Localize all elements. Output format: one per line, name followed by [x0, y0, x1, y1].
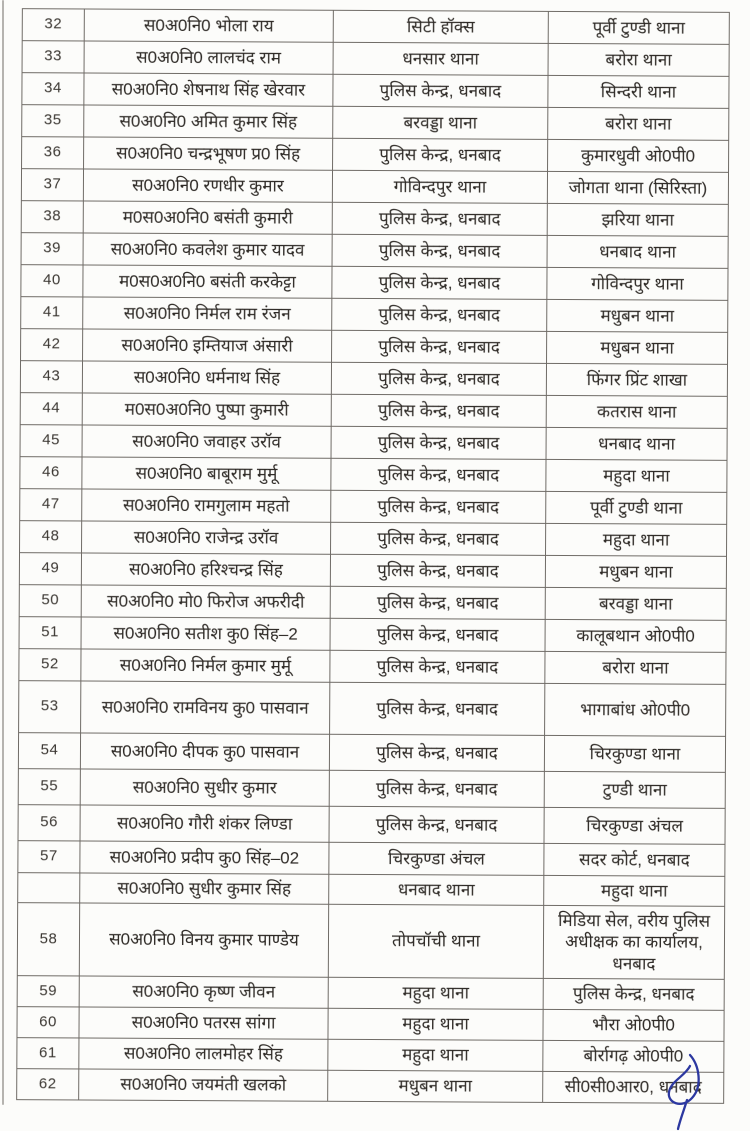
new-posting-cell: महुदा थाना	[546, 459, 727, 492]
current-posting-cell: तोपचॉची थाना	[328, 904, 543, 978]
current-posting-cell: गोविन्दपुर थाना	[332, 170, 547, 203]
transfer-table-body	[17, 9, 730, 1104]
serial-cell: 50	[19, 585, 81, 617]
name-cell: स0अ0नि0 भोला राय	[84, 9, 333, 42]
table-row	[20, 489, 727, 525]
name-cell: स0अ0नि0 चन्द्रभूषण प्र0 सिंह	[84, 137, 333, 170]
signature-stroke	[669, 1055, 699, 1129]
name-cell: म0स0अ0नि0 बसंती कुमारी	[83, 201, 332, 234]
serial-cell: 56	[18, 805, 80, 841]
new-posting-cell: कतरास थाना	[546, 395, 727, 428]
table-row	[21, 265, 728, 301]
serial-cell: 62	[17, 1069, 79, 1100]
serial-cell: 38	[21, 201, 83, 233]
current-posting-cell: पुलिस केन्द्र, धनबाद	[332, 298, 547, 331]
name-cell: स0अ0नि0 राजेन्द्र उरॉव	[82, 521, 331, 554]
table-row	[21, 329, 728, 365]
current-posting-cell: धनसार थाना	[333, 42, 548, 75]
table-row	[20, 457, 727, 493]
scan-edge-shadow	[2, 0, 4, 1105]
serial-cell: 61	[17, 1038, 79, 1069]
table-row	[17, 903, 724, 980]
current-posting-cell: पुलिस केन्द्र, धनबाद	[332, 234, 547, 267]
name-cell: स0अ0नि0 लालचंद राम	[84, 41, 333, 74]
current-posting-cell: पुलिस केन्द्र, धनबाद	[330, 682, 545, 735]
current-posting-cell: पुलिस केन्द्र, धनबाद	[331, 490, 546, 523]
new-posting-cell: सिन्दरी थाना	[548, 75, 729, 108]
name-cell: स0अ0नि0 इम्तियाज अंसारी	[83, 329, 332, 362]
new-posting-cell: फिंगर प्रिंट शाखा	[546, 363, 727, 396]
current-posting-cell: बरवड्डा थाना	[333, 106, 548, 139]
new-posting-cell: बरवड्डा थाना	[545, 587, 726, 620]
table-row	[17, 976, 724, 1011]
name-cell: स0अ0नि0 सुधीर कुमार सिंह	[80, 873, 329, 904]
table-row	[19, 617, 726, 653]
new-posting-cell: मिडिया सेल, वरीय पुलिस अधीक्षक का कार्यालय, धनबाद	[543, 905, 724, 979]
table-row	[17, 1007, 724, 1042]
new-posting-cell: बोर्रागढ़ ओ0पी0	[543, 1040, 724, 1072]
new-posting-cell: मधुबन थाना	[547, 299, 728, 332]
table-row	[21, 201, 728, 237]
current-posting-cell: पुलिस केन्द्र, धनबाद	[329, 734, 544, 771]
table-row	[21, 233, 728, 269]
table-row	[22, 73, 729, 109]
new-posting-cell: जोगता थाना (सिरिस्ता)	[547, 171, 728, 204]
current-posting-cell: महुदा थाना	[328, 1008, 543, 1040]
serial-cell: 37	[21, 169, 83, 201]
serial-cell: 44	[20, 393, 82, 425]
current-posting-cell: महुदा थाना	[328, 977, 543, 1009]
serial-cell: 52	[19, 649, 81, 681]
new-posting-cell: बरोरा थाना	[548, 43, 729, 76]
new-posting-cell: पूर्वी टुण्डी थाना	[546, 491, 727, 524]
new-posting-cell: गोविन्दपुर थाना	[547, 267, 728, 300]
name-cell: स0अ0नि0 जयमंती खलको	[79, 1069, 328, 1101]
name-cell: म0स0अ0नि0 पुष्पा कुमारी	[82, 393, 331, 426]
serial-cell: 57	[18, 841, 80, 873]
name-cell: स0अ0नि0 रामविनय कु0 पासवान	[81, 681, 330, 734]
serial-cell: 45	[20, 425, 82, 457]
current-posting-cell: पुलिस केन्द्र, धनबाद	[330, 650, 545, 683]
serial-cell: 35	[22, 105, 84, 137]
new-posting-cell: चिरकुण्डा अंचल	[544, 807, 725, 844]
name-cell: स0अ0नि0 कृष्ण जीवन	[79, 976, 328, 1008]
new-posting-cell: सी0सी0आर0, धनबाद	[543, 1071, 724, 1103]
serial-cell: 34	[22, 73, 84, 105]
new-posting-cell: चिरकुण्डा थाना	[544, 735, 725, 772]
current-posting-cell: पुलिस केन्द्र, धनबाद	[333, 138, 548, 171]
table-row	[19, 553, 726, 589]
new-posting-cell: महुदा थाना	[546, 523, 727, 556]
table-row	[20, 361, 727, 397]
table-row	[22, 41, 729, 77]
current-posting-cell: पुलिस केन्द्र, धनबाद	[331, 394, 546, 427]
table-row	[20, 521, 727, 557]
serial-cell: 46	[20, 457, 82, 489]
table-row	[17, 1069, 724, 1104]
serial-cell: 59	[17, 976, 79, 1007]
new-posting-cell: भौरा ओ0पी0	[543, 1009, 724, 1041]
new-posting-cell: पूर्वी टुण्डी थाना	[548, 11, 729, 44]
name-cell: स0अ0नि0 पतरस सांगा	[79, 1007, 328, 1039]
name-cell: स0अ0नि0 जवाहर उरॉव	[82, 425, 331, 458]
current-posting-cell: पुलिस केन्द्र, धनबाद	[330, 618, 545, 651]
table-row	[18, 769, 725, 809]
table-row	[18, 733, 725, 773]
serial-cell: 58	[17, 903, 79, 976]
new-posting-cell: धनबाद थाना	[546, 427, 727, 460]
current-posting-cell: पुलिस केन्द्र, धनबाद	[329, 806, 544, 843]
current-posting-cell: मधुबन थाना	[328, 1070, 543, 1102]
table-row	[19, 585, 726, 621]
serial-cell: 32	[22, 9, 84, 41]
name-cell: स0अ0नि0 निर्मल राम रंजन	[83, 297, 332, 330]
table-row	[18, 873, 725, 907]
table-row	[19, 681, 726, 737]
table-row	[20, 425, 727, 461]
table-row	[18, 805, 725, 845]
name-cell: स0अ0नि0 निर्मल कुमार मुर्मू	[81, 649, 330, 682]
name-cell: स0अ0नि0 दीपक कु0 पासवान	[80, 733, 329, 770]
name-cell: स0अ0नि0 सुधीर कुमार	[80, 769, 329, 806]
current-posting-cell: पुलिस केन्द्र, धनबाद	[332, 330, 547, 363]
new-posting-cell: भागाबांध ओ0पी0	[545, 683, 726, 736]
current-posting-cell: पुलिस केन्द्र, धनबाद	[330, 586, 545, 619]
current-posting-cell: पुलिस केन्द्र, धनबाद	[333, 74, 548, 107]
serial-cell: 55	[18, 769, 80, 805]
serial-cell: 41	[21, 297, 83, 329]
name-cell: स0अ0नि0 धर्मनाथ सिंह	[82, 361, 331, 394]
serial-cell: 48	[20, 521, 82, 553]
name-cell: स0अ0नि0 लालमोहर सिंह	[79, 1038, 328, 1070]
current-posting-cell: पुलिस केन्द्र, धनबाद	[331, 426, 546, 459]
name-cell: स0अ0नि0 विनय कुमार पाण्डेय	[79, 903, 328, 977]
current-posting-cell: पुलिस केन्द्र, धनबाद	[332, 266, 547, 299]
name-cell: स0अ0नि0 बाबूराम मुर्मू	[82, 457, 331, 490]
new-posting-cell: बरोरा थाना	[548, 107, 729, 140]
table-row	[18, 841, 725, 877]
current-posting-cell: पुलिस केन्द्र, धनबाद	[329, 770, 544, 807]
serial-cell: 40	[21, 265, 83, 297]
name-cell: स0अ0नि0 शेषनाथ सिंह खेरवार	[84, 73, 333, 106]
table-row	[20, 393, 727, 429]
current-posting-cell: पुलिस केन्द्र, धनबाद	[331, 458, 546, 491]
new-posting-cell: धनबाद थाना	[547, 235, 728, 268]
serial-cell: 43	[20, 361, 82, 393]
name-cell: स0अ0नि0 रणधीर कुमार	[83, 169, 332, 202]
name-cell: स0अ0नि0 अमित कुमार सिंह	[84, 105, 333, 138]
current-posting-cell: महुदा थाना	[328, 1039, 543, 1071]
current-posting-cell: सिटी हॉक्स	[333, 10, 548, 43]
new-posting-cell: कालूबथान ओ0पी0	[545, 619, 726, 652]
current-posting-cell: पुलिस केन्द्र, धनबाद	[331, 362, 546, 395]
name-cell: स0अ0नि0 हरिश्चन्द्र सिंह	[81, 553, 330, 586]
new-posting-cell: टुण्डी थाना	[544, 771, 725, 808]
current-posting-cell: धनबाद थाना	[329, 874, 544, 905]
new-posting-cell: मधुबन थाना	[545, 555, 726, 588]
table-row	[21, 169, 728, 205]
table-row	[22, 9, 729, 45]
serial-cell: 36	[22, 137, 84, 169]
table-row	[17, 1038, 724, 1073]
serial-cell: 47	[20, 489, 82, 521]
new-posting-cell: बरोरा थाना	[545, 651, 726, 684]
table-row	[19, 649, 726, 685]
name-cell: स0अ0नि0 सतीश कु0 सिंह–2	[81, 617, 330, 650]
name-cell: स0अ0नि0 रामगुलाम महतो	[82, 489, 331, 522]
current-posting-cell: पुलिस केन्द्र, धनबाद	[330, 554, 545, 587]
table-row	[21, 297, 728, 333]
serial-cell: 33	[22, 41, 84, 73]
name-cell: स0अ0नि0 कवलेश कुमार यादव	[83, 233, 332, 266]
name-cell: म0स0अ0नि0 बसंती करकेट्टा	[83, 265, 332, 298]
table-row	[22, 105, 729, 141]
name-cell: स0अ0नि0 प्रदीप कु0 सिंह–02	[80, 841, 329, 874]
current-posting-cell: पुलिस केन्द्र, धनबाद	[331, 522, 546, 555]
name-cell: स0अ0नि0 मो0 फिरोज अफरीदी	[81, 585, 330, 618]
serial-cell: 49	[19, 553, 81, 585]
new-posting-cell: महुदा थाना	[544, 875, 725, 906]
serial-cell: 60	[17, 1007, 79, 1038]
table-row	[22, 137, 729, 173]
serial-cell: 42	[21, 329, 83, 361]
new-posting-cell: सदर कोर्ट, धनबाद	[544, 843, 725, 876]
current-posting-cell: पुलिस केन्द्र, धनबाद	[332, 202, 547, 235]
new-posting-cell: कुमारधुवी ओ0पी0	[548, 139, 729, 172]
document-sheet	[16, 8, 729, 1104]
serial-cell: 53	[19, 681, 81, 733]
new-posting-cell: झरिया थाना	[547, 203, 728, 236]
transfer-table	[16, 8, 730, 1104]
serial-cell: 51	[19, 617, 81, 649]
signature-ink	[652, 1052, 726, 1131]
name-cell: स0अ0नि0 गौरी शंकर लिण्डा	[80, 805, 329, 842]
serial-cell	[18, 873, 80, 903]
new-posting-cell: मधुबन थाना	[547, 331, 728, 364]
serial-cell: 39	[21, 233, 83, 265]
new-posting-cell: पुलिस केन्द्र, धनबाद	[543, 978, 724, 1010]
serial-cell: 54	[18, 733, 80, 769]
current-posting-cell: चिरकुण्डा अंचल	[329, 842, 544, 875]
